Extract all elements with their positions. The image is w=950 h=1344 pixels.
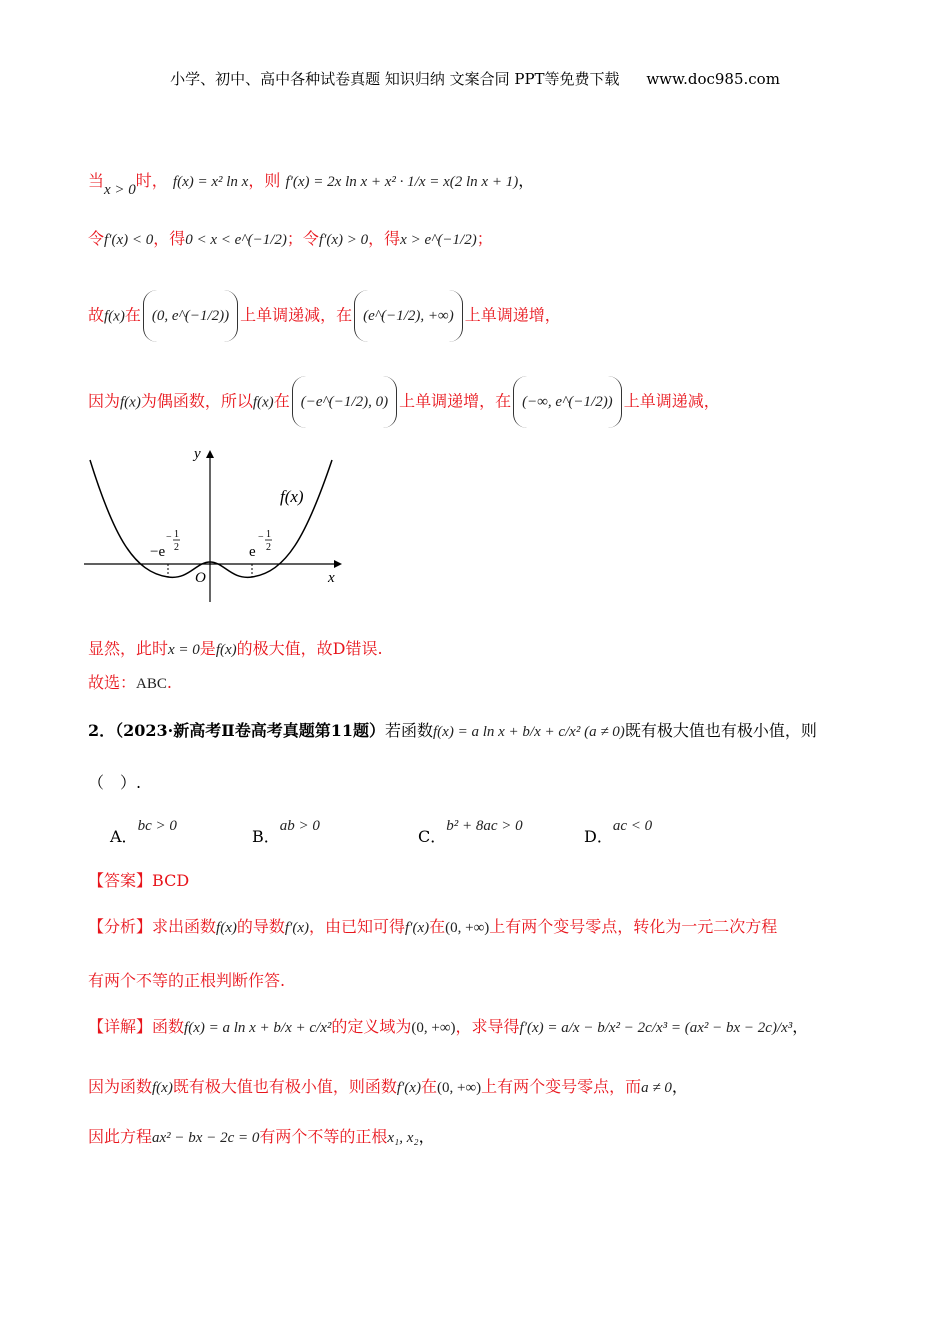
text: 的定义域为 (331, 1017, 412, 1036)
text: 显然，此时 (88, 639, 169, 658)
math-func: f(x) = a ln x + b/x + c/x² (a ≠ 0) (433, 724, 625, 740)
y-axis-arrow (206, 450, 214, 458)
math-roots: x₁, x₂ (387, 1130, 419, 1146)
answer-value: ABC (136, 676, 167, 692)
math-eq: ax² − bx − 2c = 0 (152, 1130, 260, 1146)
text: 当 (88, 171, 105, 190)
text: 既有极大值也有极小值，则 (624, 721, 817, 740)
math-fx: f(x) (252, 394, 274, 411)
curve-label: f(x) (280, 487, 304, 506)
text: . (166, 673, 172, 692)
text: 因此方程 (88, 1127, 153, 1146)
option-b (252, 812, 320, 846)
math-fx: f(x) (104, 308, 125, 325)
neg-exp-num: 1 (174, 529, 179, 540)
text: 上单调递增， (464, 305, 561, 325)
option-expr: b² + 8ac > 0 (446, 818, 523, 834)
text: 的导数 (236, 917, 285, 936)
math-interval: (0, +∞) (445, 920, 490, 936)
pos-exp-num: 1 (266, 529, 271, 540)
math-interval: (0, +∞) (436, 1080, 482, 1096)
text: 的极大值，故D错误. (236, 639, 383, 658)
page-header (0, 68, 950, 89)
x-label: x (328, 570, 335, 586)
option-label: B． (252, 827, 280, 846)
answer-value: BCD (152, 871, 190, 890)
math-fx: f(x) (216, 920, 237, 936)
text: 求出函数 (152, 917, 217, 936)
question-source: （2023·新高考Ⅱ卷高考真题第11题） (115, 721, 385, 740)
text: ；令 (286, 229, 319, 248)
text: 因为 (88, 391, 121, 411)
neg-tick: −e (150, 544, 166, 560)
option-expr: ab > 0 (279, 818, 320, 834)
neg-exp-minus: − (166, 532, 172, 543)
math-res2: x > e^(−1/2) (400, 232, 477, 248)
question-number: 2． (88, 721, 116, 740)
math-ineq2: f′(x) > 0 (318, 232, 369, 248)
sol1-line6 (88, 672, 172, 695)
math-derivative: f′(x) = a/x − b/x² − 2c/x³ = (ax² − bx − 2c)/x³ (519, 1020, 793, 1036)
text: 在 (124, 305, 141, 325)
math-interval: (0, e^(−1/2)) (143, 290, 238, 342)
text: ，则 (248, 171, 281, 190)
sol1-line3 (88, 290, 561, 342)
text: 令 (88, 229, 105, 248)
pos-exp-minus: − (258, 532, 264, 543)
math-fx: f(x) (152, 1080, 173, 1096)
text: ； (476, 229, 493, 248)
option-label: C． (418, 827, 447, 846)
text: 上有两个变号零点，而 (481, 1077, 642, 1096)
detail-line1 (88, 1016, 808, 1039)
option-label: D． (584, 827, 613, 846)
sol1-line5 (88, 638, 383, 661)
sol1-line1 (88, 170, 535, 198)
text: 上有两个变号零点，转化为一元二次方程 (489, 917, 778, 936)
y-label: y (194, 446, 201, 462)
math-domain: (0, +∞) (411, 1020, 456, 1036)
question-2-blank: （ ）. (88, 773, 142, 792)
text: 故 (88, 305, 105, 325)
text: 故选： (88, 673, 137, 692)
detail-line2 (88, 1076, 688, 1099)
math-interval: (−∞, e^(−1/2)) (513, 376, 622, 428)
header-site: www.doc985.com (646, 70, 780, 88)
text: 在 (429, 917, 446, 936)
header-text: 小学、初中、高中各种试卷真题 知识归纳 文案合同 PPT等免费下载 (170, 70, 620, 88)
pos-tick: e (249, 544, 256, 560)
text: 若函数 (385, 721, 434, 740)
math-eq: x = 0 (168, 642, 200, 658)
option-label: A． (110, 827, 138, 846)
math-ineq1: f′(x) < 0 (104, 232, 154, 248)
text: 有两个不等的正根 (259, 1127, 388, 1146)
math-fx: f(x) (215, 642, 237, 658)
text: 是 (199, 639, 216, 658)
text: 为偶函数，所以 (140, 391, 253, 411)
analysis-line2: 有两个不等的正根判断作答. (88, 971, 286, 990)
math-fpx: f′(x) (396, 1080, 421, 1096)
text: ，求导得 (455, 1017, 520, 1036)
math-cond: x > 0 (104, 182, 136, 198)
neg-exp-den: 2 (174, 542, 179, 553)
math-fpx: f′(x) (405, 920, 430, 936)
text: 在 (273, 391, 290, 411)
sol1-line4 (88, 376, 720, 428)
answer-tag: 【答案】 (88, 871, 153, 890)
text: 既有极大值也有极小值，则函数 (172, 1077, 397, 1096)
text: 函数 (152, 1017, 185, 1036)
text: ， (518, 171, 535, 190)
text: 时， (135, 171, 168, 190)
text: ，由已知可得 (308, 917, 405, 936)
math-interval: (−e^(−1/2), 0) (292, 376, 397, 428)
option-a (110, 812, 177, 846)
detail-tag: 【详解】 (88, 1017, 153, 1036)
math-interval: (e^(−1/2), +∞) (354, 290, 463, 342)
math-fx: f(x) = x² ln x (172, 174, 249, 190)
option-d (584, 812, 653, 846)
text: 上单调递增，在 (399, 391, 512, 411)
detail-line3 (88, 1126, 435, 1149)
math-fpx: f′(x) (284, 920, 309, 936)
text: ，得 (153, 229, 186, 248)
text: ， (792, 1017, 809, 1036)
text: 因为函数 (88, 1077, 153, 1096)
math-cond: a ≠ 0 (641, 1080, 672, 1096)
function-graph (84, 442, 354, 607)
option-expr: bc > 0 (137, 818, 177, 834)
pos-exp-den: 2 (266, 542, 271, 553)
text: 上单调递减，在 (240, 305, 353, 325)
text: 在 (420, 1077, 437, 1096)
analysis-line1 (88, 916, 777, 939)
math-func: f(x) = a ln x + b/x + c/x² (184, 1020, 332, 1036)
answer-line (88, 870, 189, 892)
option-expr: ac < 0 (612, 818, 653, 834)
text: ， (418, 1127, 435, 1146)
math-derivative: f′(x) = 2x ln x + x² · 1/x = x(2 ln x + 1) (285, 174, 519, 190)
math-fx: f(x) (120, 394, 141, 411)
text: ，得 (368, 229, 401, 248)
text: 上单调递减， (623, 391, 720, 411)
x-axis-arrow (334, 560, 342, 568)
option-c (418, 812, 523, 846)
analysis-tag: 【分析】 (88, 917, 153, 936)
math-res1: 0 < x < e^(−1/2) (185, 232, 287, 248)
origin-label: O (195, 570, 206, 586)
sol1-line2 (88, 228, 493, 251)
curve (90, 460, 332, 577)
question-2 (88, 720, 817, 743)
text: ， (671, 1077, 688, 1096)
